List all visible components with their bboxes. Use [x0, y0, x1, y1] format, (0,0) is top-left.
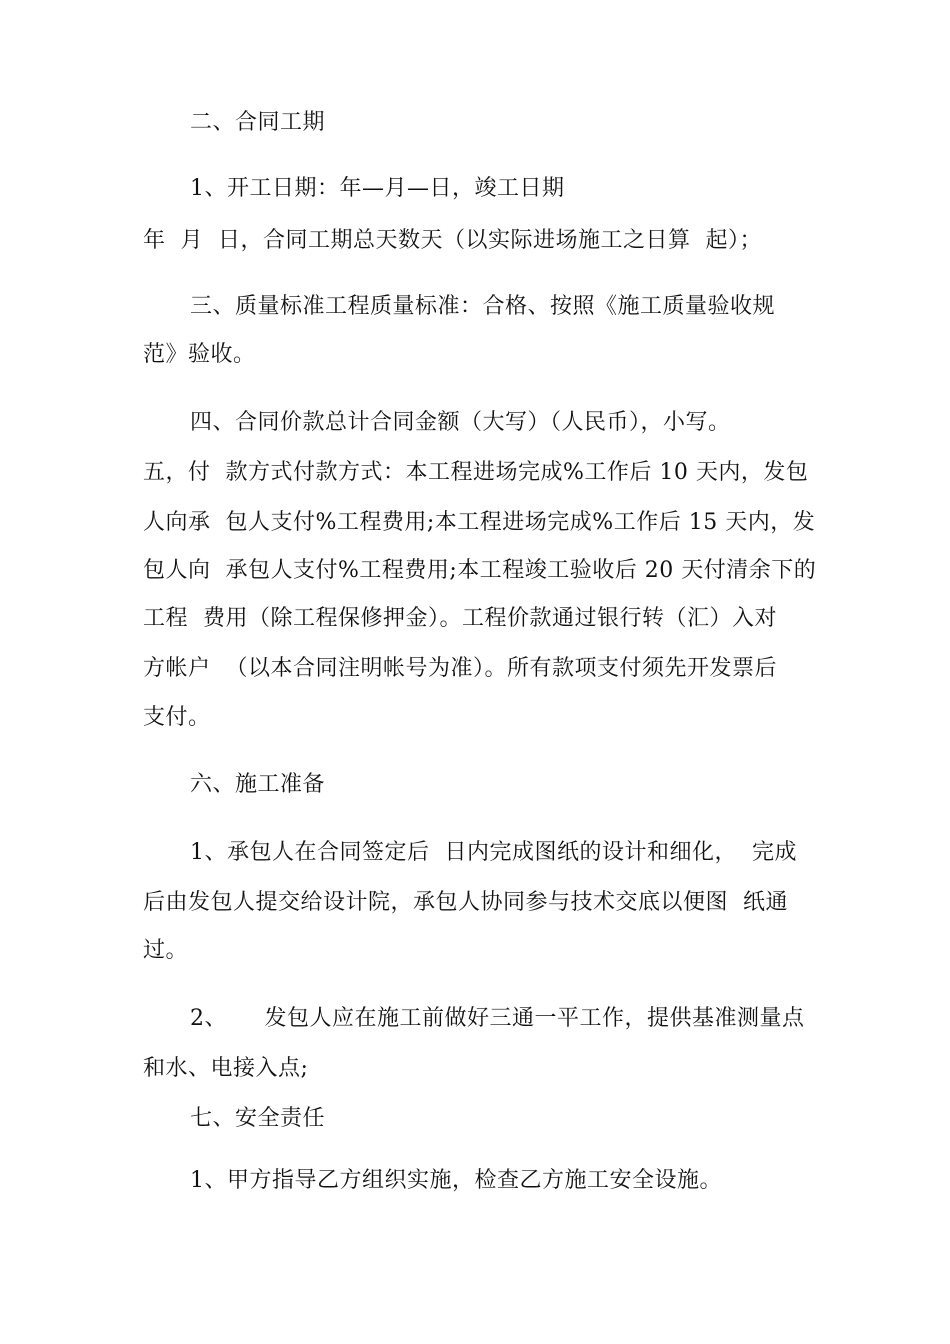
paragraph-line: 支付。 — [143, 705, 211, 730]
section-heading-contract-price: 四、合同价款总计合同金额（大写）（人民币），小写。 — [190, 410, 731, 435]
section-heading-quality-standard: 三、质量标准工程质量标准：合格、按照《施工质量验收规 — [190, 294, 776, 319]
paragraph-line: 包人向 承包人支付%工程费用;本工程竣工验收后 20 天付清余下的 — [143, 558, 817, 583]
paragraph-drawings: 1、承包人在合同签定后 日内完成图纸的设计和细化， 完成 — [190, 840, 797, 865]
paragraph-line: 和水、电接入点; — [143, 1056, 309, 1081]
paragraph-line: 范》验收。 — [143, 342, 256, 367]
section-heading-safety: 七、安全责任 — [190, 1106, 326, 1131]
section-heading-payment: 五，付 款方式付款方式：本工程进场完成%工作后 10 天内，发包 — [143, 460, 809, 485]
paragraph-line: 方帐户 （以本合同注明帐号为准）。所有款项支付须先开发票后 — [143, 656, 777, 681]
paragraph-line: 过。 — [143, 938, 189, 963]
paragraph-line: 工程 费用（除工程保修押金）。工程价款通过银行转（汇）入对 — [143, 606, 777, 631]
paragraph-site-prep: 2、 发包人应在施工前做好三通一平工作，提供基准测量点 — [190, 1006, 805, 1031]
paragraph-start-date: 1、开工日期：年—月—日，竣工日期 — [190, 176, 565, 201]
paragraph-line: 人向承 包人支付%工程费用;本工程进场完成%工作后 15 天内，发 — [143, 510, 816, 535]
paragraph-line: 后由发包人提交给设计院，承包人协同参与技术交底以便图 纸通 — [143, 890, 788, 915]
paragraph-line: 年 月 日，合同工期总天数天（以实际进场施工之日算 起）； — [143, 228, 762, 253]
section-heading-contract-period: 二、合同工期 — [190, 110, 326, 135]
section-heading-construction-prep: 六、施工准备 — [190, 772, 326, 797]
paragraph-safety-inspection: 1、甲方指导乙方组织实施，检查乙方施工安全设施。 — [190, 1168, 722, 1193]
